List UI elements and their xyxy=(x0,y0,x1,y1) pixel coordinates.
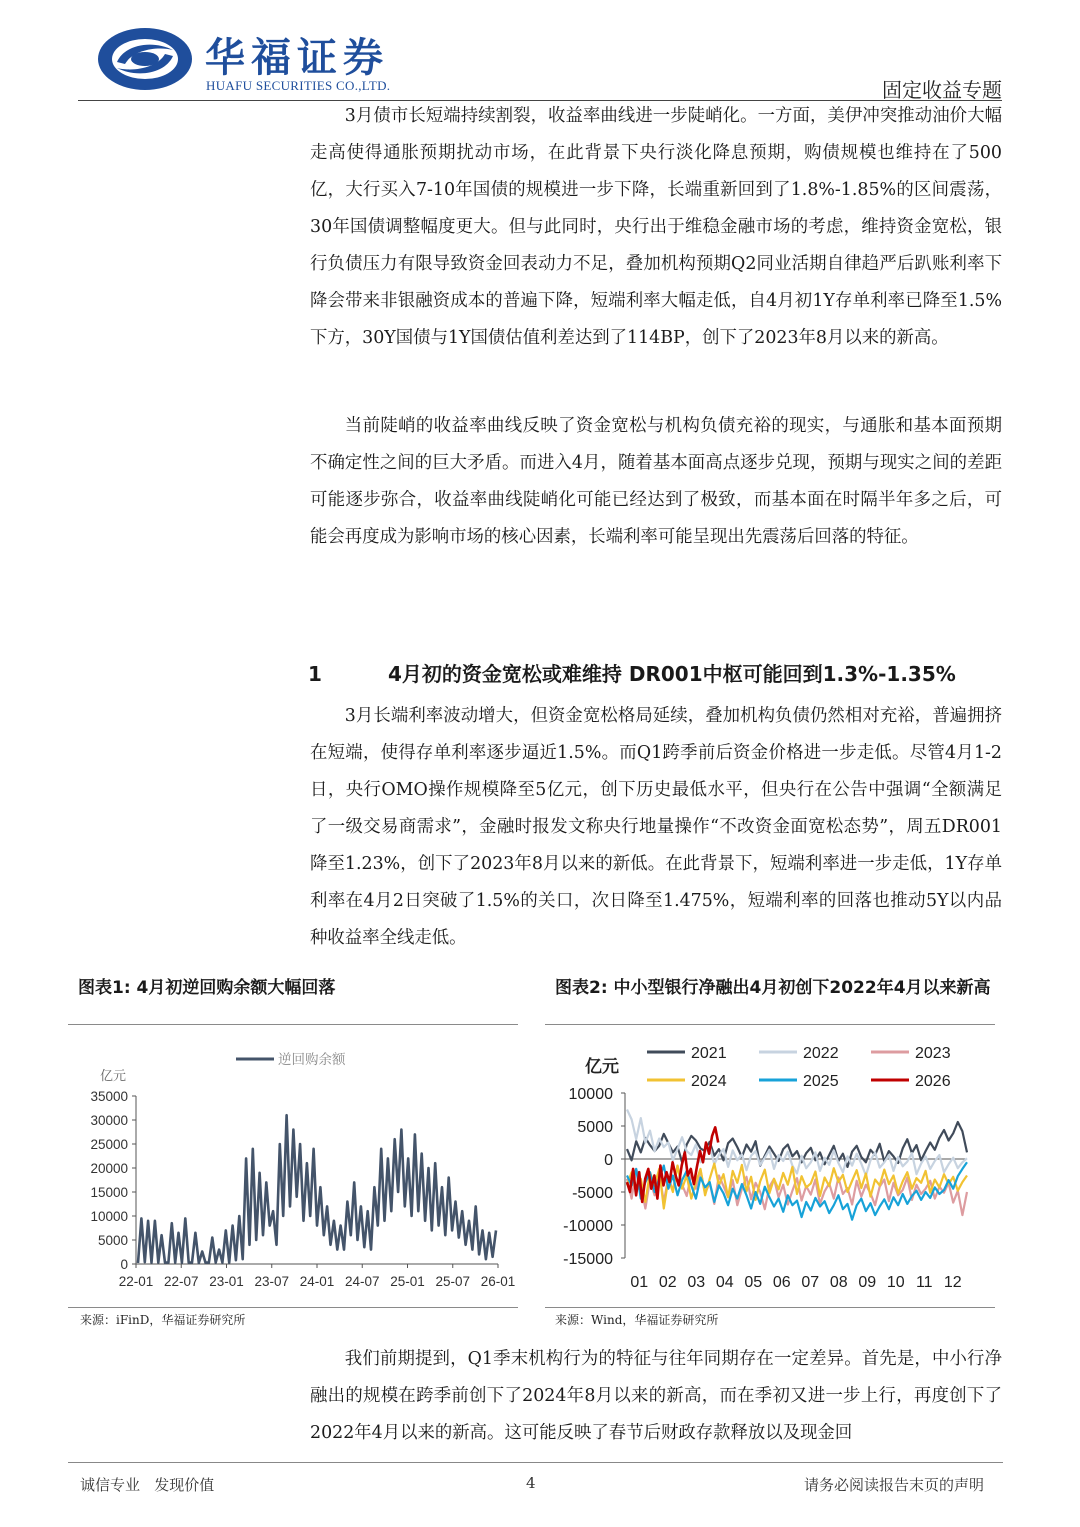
footer-slogan: 诚信专业 发现价值 xyxy=(80,1476,215,1494)
x-tick-label: 25-07 xyxy=(435,1274,471,1289)
x-tick-label: 26-01 xyxy=(480,1274,516,1289)
series-line-2021 xyxy=(627,1122,967,1167)
paragraph-4: 我们前期提到，Q1季末机构行为的特征与往年同期存在一定差异。首先是，中小行净融出的规模在跨季前创下了2024年8月以来的新高，而在季初又进一步上行，再度创下了2022年4月以来的新高。这可能反映了春节后财政存款释放以及现金回 xyxy=(310,1349,1002,1443)
figure-2-bottom-rule xyxy=(545,1307,995,1308)
x-tick-label: 12 xyxy=(943,1274,962,1291)
y-tick-label: 5000 xyxy=(97,1233,128,1248)
logo-english-name: HUAFU SECURITIES CO.,LTD. xyxy=(206,78,391,93)
figure-1-source: 来源：iFinD，华福证券研究所 xyxy=(80,1313,246,1327)
x-tick-label: 01 xyxy=(630,1274,649,1291)
y-tick-label: 0 xyxy=(604,1152,613,1169)
y-tick-label: -10000 xyxy=(563,1218,613,1235)
y-tick-label: 10000 xyxy=(90,1209,128,1224)
legend-label: 2021 xyxy=(691,1045,727,1062)
figure-1-title: 图表1: 4月初逆回购余额大幅回落 xyxy=(78,978,336,998)
x-tick-label: 24-01 xyxy=(299,1274,335,1289)
y-tick-label: 10000 xyxy=(568,1086,613,1103)
x-tick-label: 07 xyxy=(801,1274,820,1291)
report-section-label: 固定收益专题 xyxy=(882,78,1002,102)
x-tick-label: 02 xyxy=(658,1274,677,1291)
figure-1-bottom-rule xyxy=(68,1307,518,1308)
x-tick-label: 25-01 xyxy=(390,1274,425,1289)
section-number: 1 xyxy=(308,662,322,686)
x-tick-label: 06 xyxy=(772,1274,791,1291)
y-tick-label: 30000 xyxy=(90,1113,128,1128)
x-tick-label: 10 xyxy=(886,1274,905,1291)
y-unit-label: 亿元 xyxy=(585,1057,619,1076)
y-tick-label: 20000 xyxy=(90,1161,128,1176)
figure-1-chart xyxy=(68,1030,518,1302)
x-tick-label: 04 xyxy=(715,1274,734,1291)
y-tick-label: 0 xyxy=(120,1257,128,1272)
footer-disclaimer: 请务必阅读报告末页的声明 xyxy=(803,1476,984,1494)
figure-2-source: 来源：Wind，华福证券研究所 xyxy=(555,1313,719,1327)
x-tick-label: 23-01 xyxy=(209,1274,244,1289)
paragraph-2: 当前陡峭的收益率曲线反映了资金宽松与机构负债充裕的现实，与通胀和基本面预期不确定性之间的巨大矛盾。而进入4月，随着基本面高点逐步兑现，预期与现实之间的差距可能逐步弥合，收益率曲线陡峭化可能已经达到了极致，而基本面在时隔半年多之后，可能会再度成为影响市场的核心因素，长端利率可能呈现出先震荡后回落的特征。 xyxy=(310,416,1002,547)
page-number: 4 xyxy=(526,1474,536,1492)
legend-label: 2022 xyxy=(803,1045,839,1062)
x-tick-label: 23-07 xyxy=(254,1274,290,1289)
legend-label: 2023 xyxy=(915,1045,951,1062)
y-tick-label: -15000 xyxy=(563,1251,613,1268)
figure-2-top-rule xyxy=(545,1024,995,1025)
x-tick-label: 09 xyxy=(858,1274,877,1291)
legend-label: 2026 xyxy=(915,1073,951,1090)
legend-label: 2024 xyxy=(691,1073,727,1090)
paragraph-3: 3月长端利率波动增大，但资金宽松格局延续，叠加机构负债仍然相对充裕，普遍拥挤在短端，使得存单利率逐步逼近1.5%。而Q1跨季前后资金价格进一步走低。尽管4月1-2日，央行OMO操作规模降至5亿元，创下历史最低水平，但央行在公告中强调“全额满足了一级交易商需求”，金融时报发文称央行地量操作“不改资金面宽松态势”，周五DR001降至1.23%，创下了2023年8月以来的新低。在此背景下，短端利率进一步走低，1Y存单利率在4月2日突破了1.5%的关口，次日降至1.475%，短端利率的回落也推动5Y以内品种收益率全线走低。 xyxy=(310,706,1002,948)
y-unit-label: 亿元 xyxy=(100,1068,127,1083)
logo-chinese-name: 华福证券 xyxy=(205,35,389,81)
figure-2-chart xyxy=(545,1030,995,1302)
figure-1-top-rule xyxy=(68,1024,518,1025)
x-tick-label: 03 xyxy=(687,1274,706,1291)
company-logo xyxy=(95,22,405,97)
section-heading-1 xyxy=(308,658,1008,687)
y-tick-label: 35000 xyxy=(90,1089,128,1104)
x-tick-label: 22-01 xyxy=(118,1274,154,1289)
legend-label: 2025 xyxy=(803,1073,839,1090)
section-heading-text: 4月初的资金宽松或难维持 DR001中枢可能回到1.3%-1.35% xyxy=(388,662,956,686)
y-tick-label: -5000 xyxy=(572,1185,613,1202)
y-tick-label: 15000 xyxy=(90,1185,128,1200)
footer-divider xyxy=(68,1462,1003,1463)
y-tick-label: 25000 xyxy=(90,1137,128,1152)
series-line-reverse-repo xyxy=(138,1115,496,1263)
legend-label: 逆回购余额 xyxy=(278,1052,346,1067)
paragraph-1: 3月债市长短端持续割裂，收益率曲线进一步陡峭化。一方面，美伊冲突推动油价大幅走高使得通胀预期扰动市场，在此背景下央行淡化降息预期，购债规模也维持在了500亿，大行买入7-10年国债的规模进一步下降，长端重新回到了1.8%-1.85%的区间震荡，30年国债调整幅度更大。但与此同时，央行出于维稳金融市场的考虑，维持资金宽松，银行负债压力有限导致资金回表动力不足，叠加机构预期Q2同业活期自律趋严后趴账利率下降会带来非银融资成本的普遍下降，短端利率大幅走低，自4月初1Y存单利率已降至1.5%下方，30Y国债与1Y国债估值利差达到了114BP，创下了2023年8月以来的新高。 xyxy=(310,106,1002,348)
huafu-logo-icon xyxy=(95,24,195,94)
x-tick-label: 08 xyxy=(829,1274,848,1291)
x-tick-label: 05 xyxy=(744,1274,763,1291)
figure-2-title: 图表2: 中小型银行净融出4月初创下2022年4月以来新高 xyxy=(555,978,991,998)
x-tick-label: 22-07 xyxy=(163,1274,199,1289)
x-tick-label: 11 xyxy=(915,1274,933,1291)
y-tick-label: 5000 xyxy=(577,1119,613,1136)
x-tick-label: 24-07 xyxy=(344,1274,380,1289)
